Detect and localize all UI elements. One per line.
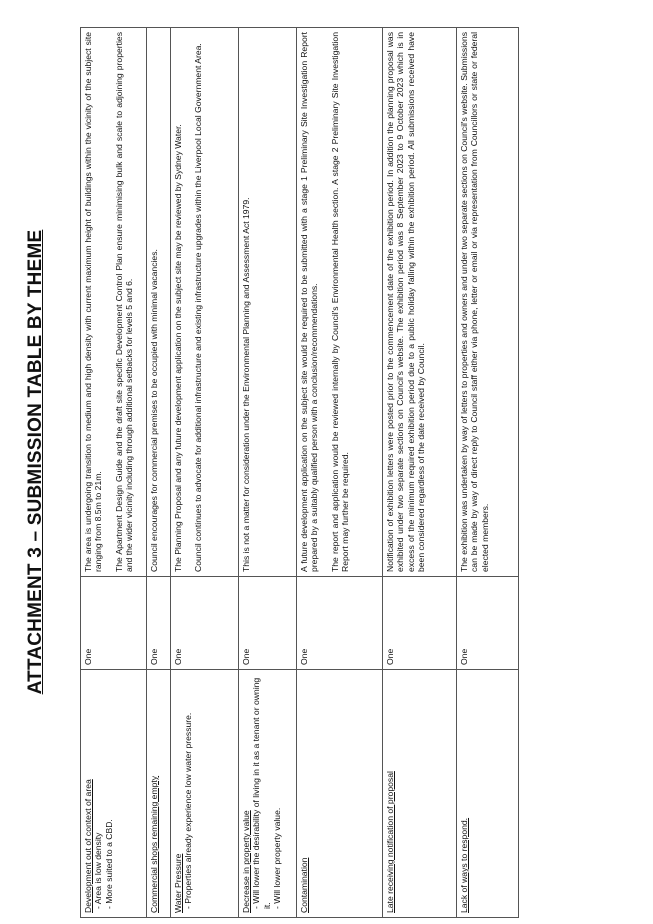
response-cell [81, 28, 147, 577]
submission-count: One [171, 577, 239, 670]
table-row [239, 28, 297, 918]
submission-count: One [239, 577, 297, 670]
theme-cell [147, 670, 171, 918]
submission-count: One [81, 577, 147, 670]
response-cell [239, 28, 297, 577]
submission-count: One [457, 577, 519, 670]
response-paragraph: A future development application on the subject site would be required to be submitted with a stage 1 Preliminary Site Investigation Report prepared by a suitably qualified person with a conclusion/recommendations. [299, 32, 320, 572]
table-row [297, 28, 383, 918]
response-paragraph: The report and application would be reviewed internally by Council's Environmental Health section. A stage 2 Preliminary Site Investigation Report may further be required. [329, 32, 350, 572]
table-row [171, 28, 239, 918]
theme-point: - More suited to a CBD. [103, 819, 114, 909]
response-cell [147, 28, 171, 577]
response-cell [383, 28, 457, 577]
table-row [383, 28, 457, 918]
theme-cell [383, 670, 457, 918]
submission-count: One [297, 577, 383, 670]
theme-point: - Properties already experience low water pressure. [183, 712, 194, 909]
response-paragraph: The area is undergoing transition to medium and high density with current maximum height of buildings within the vicinity of the subject site ranging from 8.5m to 21m. [83, 32, 104, 572]
response-paragraph: The Planning Proposal and any future development application on the subject site may be reviewed by Sydney Water. [173, 124, 183, 572]
theme-title: Water Pressure [173, 853, 183, 913]
response-paragraph: Notification of exhibition letters were posted prior to the commencement date of the exhibition period. In addition the planning proposal was exhibited under two separate sections on Council's website. The exhibition period was 8 September 2023 to 9 October 2023 which is in excess of the minimum required exhibition period due to a public holiday falling within the exhibition period. All submissions received have been considered regardless of the date received by Council. [385, 32, 426, 572]
submission-count: One [383, 577, 457, 670]
response-paragraph: Council encourages for commercial premises to be occupied with minimal vacancies. [149, 249, 159, 572]
theme-title: Commercial shops remaining empty [149, 775, 159, 913]
theme-title: Decrease in property value [241, 810, 251, 913]
theme-title: Lack of ways to respond. [459, 817, 469, 913]
submission-count: One [147, 577, 171, 670]
response-cell [171, 28, 239, 577]
theme-cell [171, 670, 239, 918]
theme-cell [239, 670, 297, 918]
table-row [457, 28, 519, 918]
theme-cell [81, 670, 147, 918]
theme-point: - Will lower the desirability of living in it as a tenant or owning it. [251, 677, 272, 909]
theme-point: - Will lower property value. [271, 807, 282, 909]
table-row [147, 28, 171, 918]
response-paragraph: Council continues to advocate for additional infrastructure and existing infrastructure upgrades within the Liverpool Local Government Area. [193, 43, 204, 572]
response-paragraph: The Apartment Design Guide and the draft site specific Development Control Plan ensure minimising bulk and scale to adjoining properties and the wider vicinity including through additional setbacks for levels 5 and 6. [113, 32, 134, 572]
theme-title: Development out of context of area [83, 779, 93, 913]
theme-cell [297, 670, 383, 918]
theme-point: - Area is low density [93, 832, 104, 909]
response-cell [457, 28, 519, 577]
theme-title: Late receiving notification of proposal [385, 771, 395, 913]
response-paragraph: The exhibition was undertaken by way of letters to properties and owners and under two separate sections on Council's website. Submissions can be made by way of direct reply to Council staff either via phone, letter or email or via representation from Councillors or state or federal elected members. [459, 32, 490, 572]
page-title: ATTACHMENT 3 – SUBMISSION TABLE BY THEME [25, 229, 46, 695]
response-cell [297, 28, 383, 577]
theme-cell [457, 670, 519, 918]
response-paragraph: This is not a matter for consideration under the Environmental Planning and Assessment Act 1979. [241, 197, 251, 572]
submission-table [80, 27, 519, 918]
table-row [81, 28, 147, 918]
theme-title: Contamination [299, 857, 309, 913]
